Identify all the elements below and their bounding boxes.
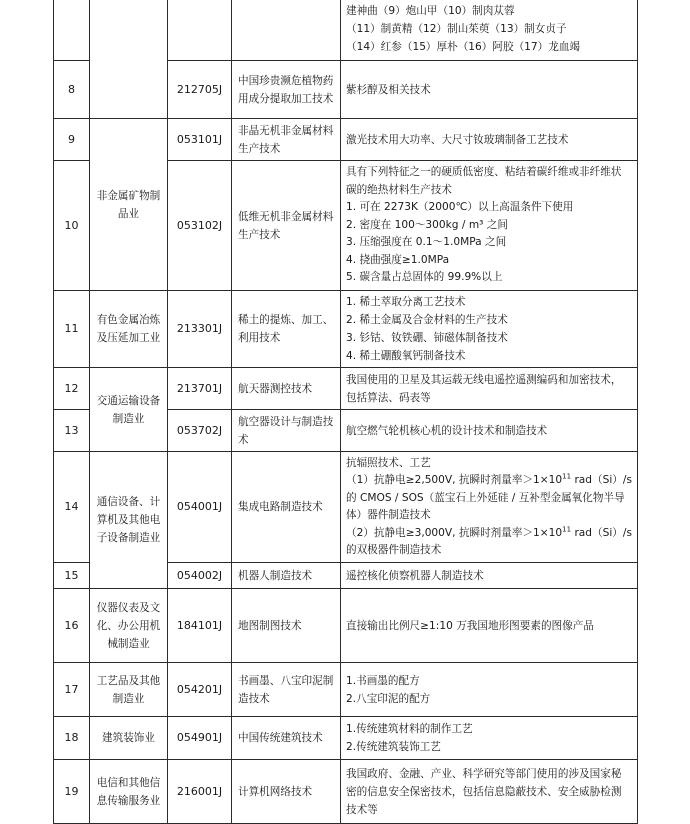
industry-cell: 交通运输设备制造业: [90, 368, 168, 452]
content-line: 抗辐照技术、工艺: [346, 456, 431, 469]
technical-content: [341, 452, 638, 563]
row-number: 11: [54, 291, 90, 368]
technology-name: 中国传统建筑技术: [232, 717, 341, 760]
technology-code: 184101J: [168, 589, 232, 663]
technology-code: 054201J: [168, 663, 232, 717]
table-row: [54, 0, 638, 61]
content-line: （11）制黄精（12）制山茱萸（13）制女贞子: [346, 23, 567, 35]
technology-name: 地图制图技术: [232, 589, 341, 663]
table-row: [54, 717, 638, 760]
technical-content: 遥控核化侦察机器人制造技术: [341, 563, 638, 589]
technology-code: 054001J: [168, 452, 232, 563]
content-line: 5. 碳含量占总固体的 99.9%以上: [346, 271, 503, 284]
technical-content: 直接输出比例尺≥1:10 万我国地形图要素的图像产品: [341, 589, 638, 663]
content-line: 建神曲（9）炮山甲（10）制肉苁蓉: [346, 5, 515, 17]
content-line: （14）红参（15）厚朴（16）阿胶（17）龙血竭: [346, 41, 581, 53]
industry-cell: [90, 0, 168, 119]
row-number: 12: [54, 368, 90, 410]
content-line: [346, 472, 632, 525]
technology-name: [232, 0, 341, 61]
content-line: 2. 稀土金属及合金材料的生产技术: [346, 314, 508, 326]
exponent: 11: [562, 524, 572, 533]
row-number: 8: [54, 61, 90, 119]
content-line: 1.传统建筑材料的制作工艺: [346, 723, 473, 735]
table-row: [54, 291, 638, 368]
row-number: 18: [54, 717, 90, 760]
content-line: 4. 稀土硼酸氧钙制备技术: [346, 350, 466, 362]
content-line: 3. 压缩强度在 0.1～1.0MPa 之间: [346, 236, 507, 249]
technology-name: 低维无机非金属材料生产技术: [232, 161, 341, 291]
content-line: 1.书画墨的配方: [346, 674, 420, 687]
content-line: [346, 525, 632, 560]
content-line: 2.八宝印泥的配方: [346, 692, 431, 705]
technical-content: [341, 663, 638, 717]
industry-cell: 建筑装饰业: [90, 717, 168, 760]
technology-code: 053702J: [168, 410, 232, 452]
technical-content: [341, 717, 638, 760]
technology-name: 非晶无机非金属材料生产技术: [232, 119, 341, 161]
row-number: 10: [54, 161, 90, 291]
technology-name: 航空器设计与制造技术: [232, 410, 341, 452]
restricted-technology-table: [53, 0, 638, 824]
content-line: 4. 挠曲强度≥1.0MPa: [346, 253, 450, 266]
table-row: [54, 760, 638, 824]
technical-content: 激光技术用大功率、大尺寸钕玻璃制备工艺技术: [341, 119, 638, 161]
row-number: 15: [54, 563, 90, 589]
technical-content: 航空燃气轮机核心机的设计技术和制造技术: [341, 410, 638, 452]
technical-content: 我国使用的卫星及其运载无线电遥控遥测编码和加密技术，包括算法、码表等: [341, 368, 638, 410]
spec-text: rad（Si）/s 的双极器件制造技术: [346, 526, 632, 556]
table-row: [54, 368, 638, 410]
industry-cell: 有色金属冶炼及压延加工业: [90, 291, 168, 368]
exponent: 11: [562, 472, 572, 481]
technology-name: 中国珍贵濒危植物药用成分提取加工技术: [232, 61, 341, 119]
technology-name: 稀土的提炼、加工、利用技术: [232, 291, 341, 368]
content-line: 1. 稀土萃取分离工艺技术: [346, 296, 466, 308]
table-row: [54, 119, 638, 161]
content-line: 具有下列特征之一的硬质低密度、粘结着碳纤维或非纤维状碳的绝热材料生产技术: [346, 166, 622, 196]
industry-cell: 非金属矿物制品业: [90, 119, 168, 291]
technical-content: [341, 0, 638, 61]
content-line: 1. 可在 2273K（2000℃）以上高温条件下使用: [346, 201, 574, 214]
row-number: 9: [54, 119, 90, 161]
technical-content: [341, 161, 638, 291]
technology-name: 计算机网络技术: [232, 760, 341, 824]
technical-content: [341, 291, 638, 368]
spec-text: （2）抗静电≥3,000V, 抗瞬时剂量率＞1×10: [346, 526, 563, 539]
industry-cell: 电信和其他信息传输服务业: [90, 760, 168, 824]
technical-content: 紫杉醇及相关技术: [341, 61, 638, 119]
technology-code: 213701J: [168, 368, 232, 410]
technology-code: 054901J: [168, 717, 232, 760]
industry-cell: 通信设备、计算机及其他电子设备制造业: [90, 452, 168, 589]
technology-name: 机器人制造技术: [232, 563, 341, 589]
technology-code: 216001J: [168, 760, 232, 824]
industry-cell: 仪器仪表及文化、办公用机械制造业: [90, 589, 168, 663]
technology-name: 书画墨、八宝印泥制造技术: [232, 663, 341, 717]
spec-text: rad（Si）/s 的 CMOS / SOS（蓝宝石上外延硅 / 互补型金属氧化物半导体）器件制造技术: [346, 474, 632, 521]
technology-name: 集成电路制造技术: [232, 452, 341, 563]
row-number: 13: [54, 410, 90, 452]
table-row: [54, 589, 638, 663]
content-line: 2. 密度在 100～300kg / m³ 之间: [346, 218, 508, 231]
row-number: 14: [54, 452, 90, 563]
technology-code: 213301J: [168, 291, 232, 368]
row-number: 16: [54, 589, 90, 663]
technology-code: 212705J: [168, 61, 232, 119]
technology-code: 054002J: [168, 563, 232, 589]
content-line: 3. 钐钴、钕铁硼、铈磁体制备技术: [346, 332, 508, 344]
technology-name: 航天器测控技术: [232, 368, 341, 410]
technology-code: 053102J: [168, 161, 232, 291]
content-line: 2.传统建筑装饰工艺: [346, 741, 441, 753]
technical-content: 我国政府、金融、产业、科学研究等部门使用的涉及国家秘密的信息安全保密技术，包括信息隐蔽技术、安全威胁检测技术等: [341, 760, 638, 824]
table-row: [54, 663, 638, 717]
table-row: [54, 452, 638, 563]
row-number: 17: [54, 663, 90, 717]
row-number: 19: [54, 760, 90, 824]
industry-cell: 工艺品及其他制造业: [90, 663, 168, 717]
spec-text: （1）抗静电≥2,500V, 抗瞬时剂量率＞1×10: [346, 474, 563, 486]
technology-code: [168, 0, 232, 61]
row-number: [54, 0, 90, 61]
technology-code: 053101J: [168, 119, 232, 161]
